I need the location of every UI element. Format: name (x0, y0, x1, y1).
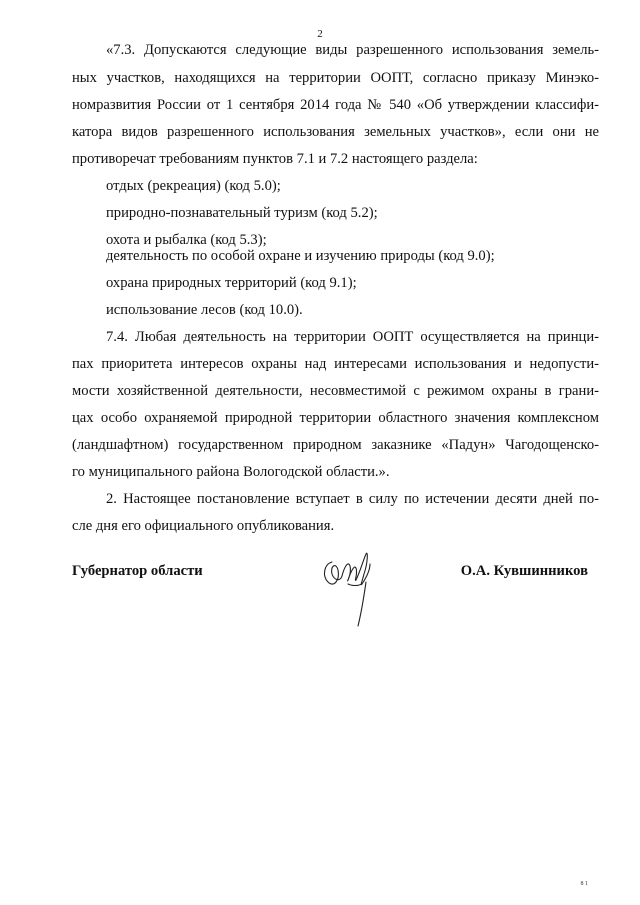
list-item: использование лесов (код 10.0). (106, 302, 303, 318)
paragraph-line: пах приоритета интересов охраны над интересами использования и недопусти- (72, 356, 599, 372)
paragraph-line: го муниципального района Вологодской области.». (72, 464, 390, 480)
paragraph-line: 7.4. Любая деятельность на территории ООПТ осуществляется на принци- (106, 329, 599, 345)
signatory-name: О.А. Кувшинников (460, 563, 588, 579)
paragraph-line: мости хозяйственной деятельности, несовместимой с режимом охраны в грани- (72, 383, 599, 399)
corner-mark: 8 1 (580, 881, 588, 887)
list-item: природно-познавательный туризм (код 5.2); (106, 205, 378, 221)
list-item: охрана природных территорий (код 9.1); (106, 275, 357, 291)
list-item: отдых (рекреация) (код 5.0); (106, 178, 281, 194)
paragraph-line: (ландшафтном) государственном природном заказнике «Падун» Чагодощенско- (72, 437, 599, 453)
list-item: охота и рыбалка (код 5.3); (106, 232, 267, 248)
page-number: 2 (317, 28, 323, 40)
paragraph-line: катора видов разрешенного использования земельных участков», если они не (72, 124, 599, 140)
handwritten-signature (318, 540, 378, 630)
paragraph-line: «7.3. Допускаются следующие виды разрешенного использования земель- (106, 42, 599, 58)
paragraph-line: сле дня его официального опубликования. (72, 518, 335, 534)
paragraph-line: 2. Настоящее постановление вступает в силу по истечении десяти дней по- (106, 491, 599, 507)
paragraph-line: ных участков, находящихся на территории ООПТ, согласно приказу Минэко- (72, 70, 599, 86)
signatory-position: Губернатор области (72, 563, 203, 579)
paragraph-line: цах особо охраняемой природной территории областного значения комплексном (72, 410, 599, 426)
paragraph-line: противоречат требованиям пунктов 7.1 и 7.2 настоящего раздела: (72, 151, 478, 167)
paragraph-line: номразвития России от 1 сентября 2014 года № 540 «Об утверждении классифи- (72, 97, 599, 113)
list-item: деятельность по особой охране и изучению природы (код 9.0); (106, 248, 495, 264)
